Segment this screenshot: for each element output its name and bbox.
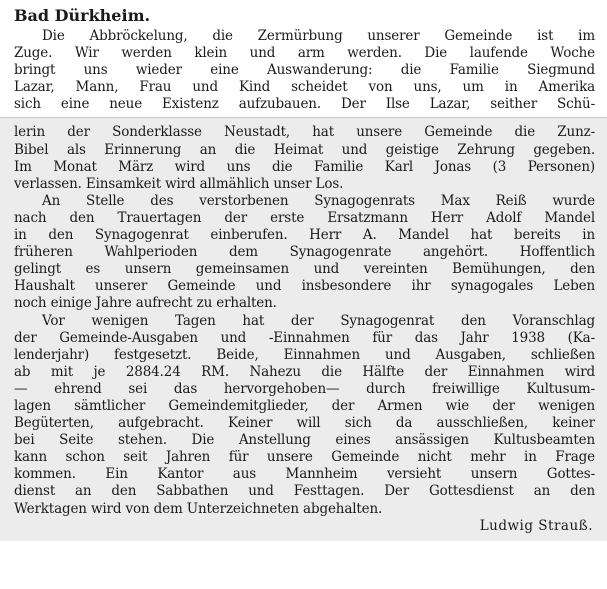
- text-line: sich eine neue Existenz aufzubauen. Der Ilse Lazar, seither Schü-: [14, 96, 595, 113]
- text-line: ab mit je 2884.24 RM. Nahezu die Hälfte der Einnahmen wird: [14, 363, 595, 380]
- text-line: bei Seite stehen. Die Anstellung eines ansässigen Kultusbeamten: [14, 432, 595, 449]
- text-line: in den Synagogenrat einberufen. Herr A. Mandel hat bereits in: [14, 227, 595, 244]
- paragraph-1-top: [14, 28, 595, 113]
- text-line: verlassen. Einsamkeit wird allmählich unser Los.: [14, 175, 344, 192]
- text-line: Vor wenigen Tagen hat der Synagogenrat den Voranschlag: [42, 312, 595, 329]
- text-line: Zuge. Wir werden klein und arm werden. Die laufende Woche: [14, 45, 595, 62]
- paragraph-2: [14, 193, 595, 313]
- text-line: Die Abbröckelung, die Zermürbung unserer Gemeinde ist im: [42, 28, 595, 44]
- text-line: Begüterten, aufgebracht. Keiner will sich da ausschließen, keiner: [14, 415, 595, 432]
- text-line: Lazar, Mann, Frau und Kind scheidet von uns, um in Amerika: [14, 79, 595, 96]
- text-line: Haushalt unserer Gemeinde und insbesondere ihr synagogales Leben: [14, 278, 595, 295]
- text-line: lerin der Sonderklasse Neustadt, hat unsere Gemeinde die Zunz-: [14, 124, 595, 141]
- text-line: noch einige Jahre aufrecht zu erhalten.: [14, 295, 277, 312]
- text-line: bringt uns wieder eine Auswanderung: die Familie Siegmund: [14, 62, 595, 79]
- text-line: lenderjahr) festgesetzt. Beide, Einnahmen und Ausgaben, schließen: [14, 346, 595, 363]
- text-line: kommen. Ein Kantor aus Mannheim versieht unsern Gottes-: [14, 466, 595, 483]
- text-line: dienst an den Sabbathen und Festtagen. Der Gottesdienst an den: [14, 483, 595, 500]
- text-line: Werktagen wird von dem Unterzeichneten abgehalten.: [14, 500, 383, 517]
- text-line: Im Monat März wird uns die Familie Karl Jonas (3 Personen): [14, 158, 595, 175]
- text-line: — ehrend sei das hervorgehoben— durch freiwillige Kultusum-: [14, 380, 595, 397]
- clipping-lower-piece: [0, 117, 607, 540]
- paragraph-3: [14, 313, 595, 518]
- text-line: der Gemeinde-Ausgaben und -Einnahmen für das Jahr 1938 (Ka-: [14, 329, 595, 346]
- paragraph-1-continued: [14, 124, 595, 192]
- author-signature: Ludwig Strauß.: [479, 517, 593, 534]
- text-line: lagen sämtlicher Gemeindemitglieder, der Armen wie der wenigen: [14, 397, 595, 414]
- text-line: nach den Trauertagen der erste Ersatzmann Herr Adolf Mandel: [14, 209, 595, 226]
- text-line: An Stelle des verstorbenen Synagogenrats Max Reiß wurde: [42, 192, 595, 209]
- text-line: Bibel als Erinnerung an die Heimat und geistige Zehrung gegeben.: [14, 141, 595, 158]
- clipping-upper-piece: [14, 6, 595, 117]
- text-line: gelingt es unsern gemeinsamen und vereinten Bemühungen, den: [14, 261, 595, 278]
- text-line: kann schon seit Jahren für unsere Gemeinde nicht mehr in Frage: [14, 449, 595, 466]
- text-line: früheren Wahlperioden dem Synagogenrate angehört. Hoffentlich: [14, 244, 595, 261]
- article-headline: Bad Dürkheim.: [14, 6, 151, 25]
